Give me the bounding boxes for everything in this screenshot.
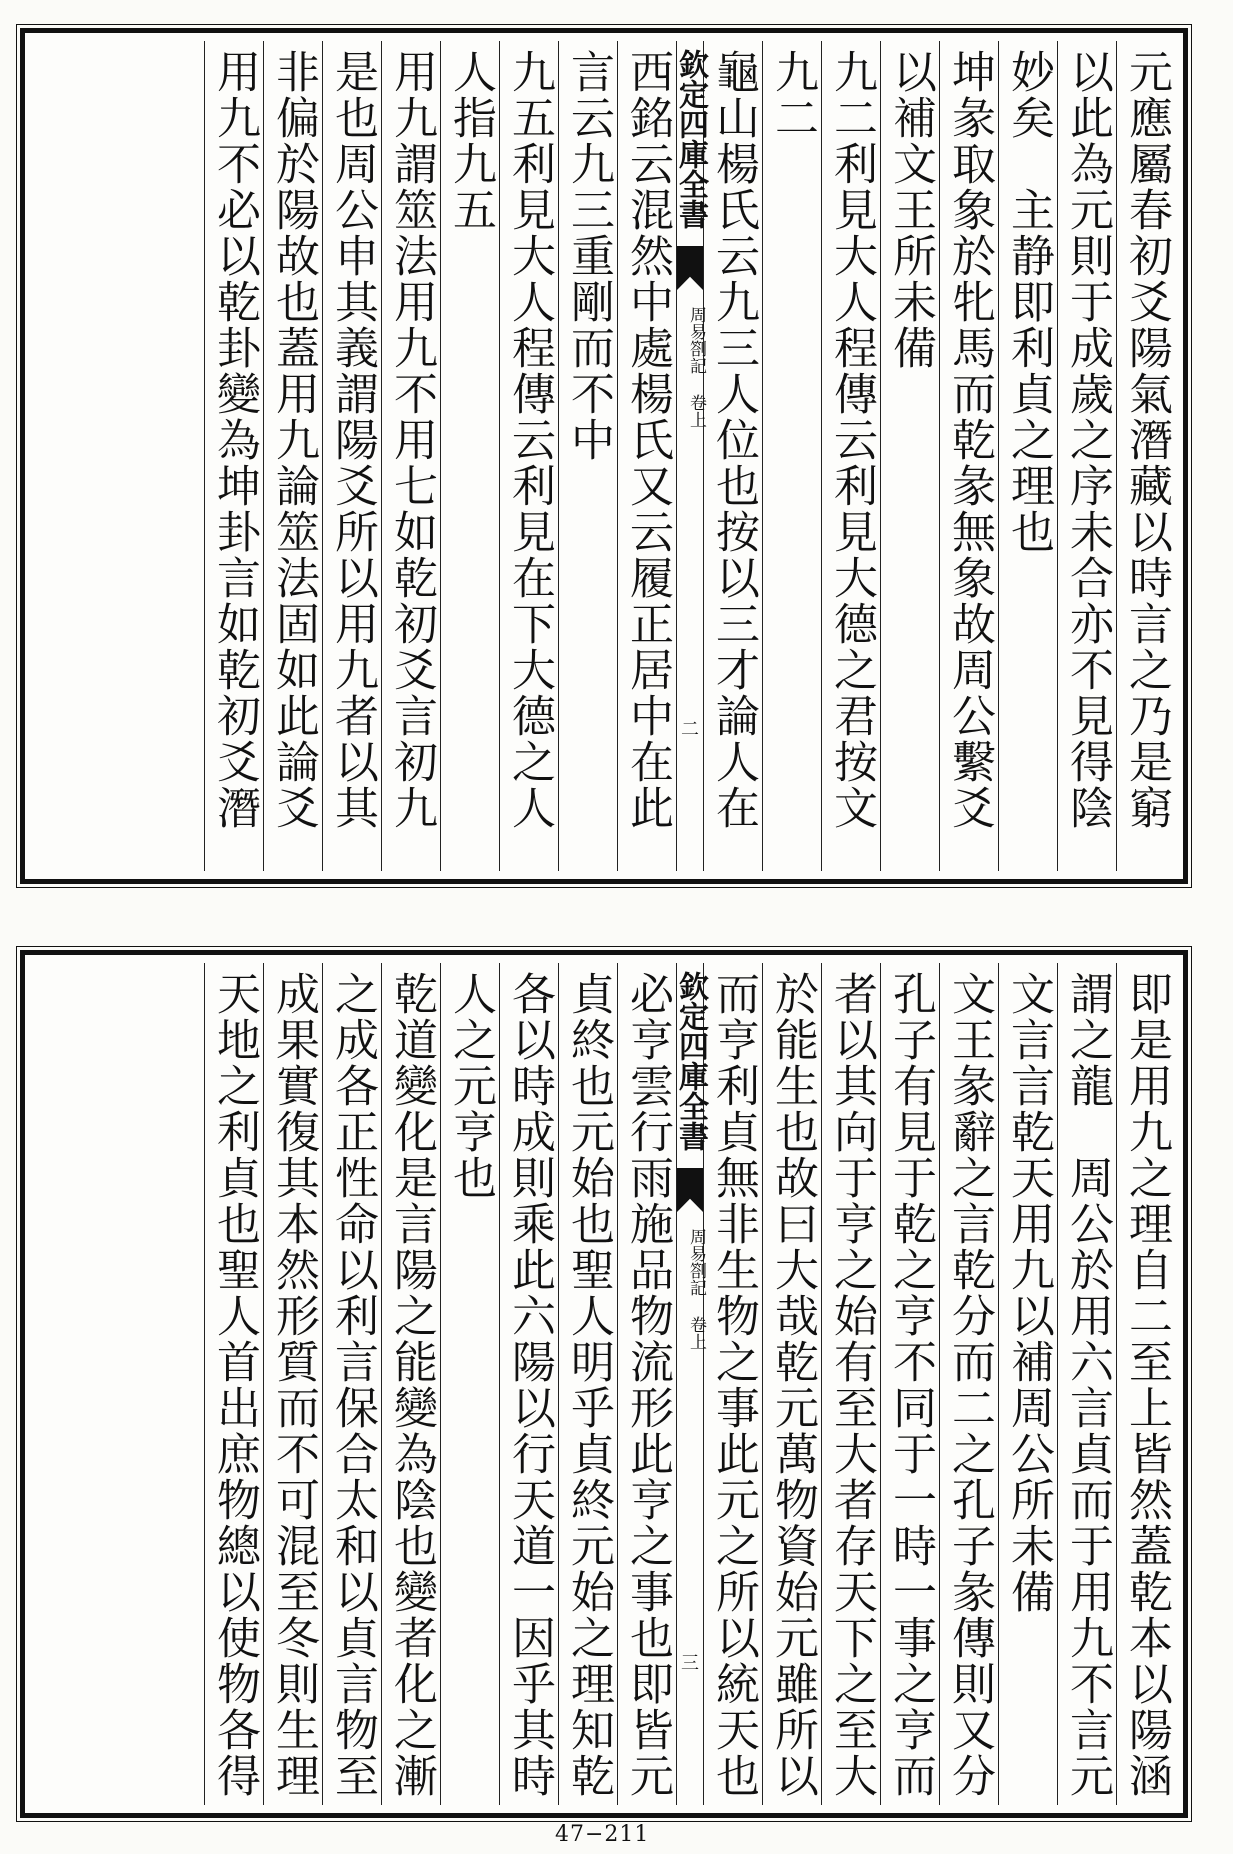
text-column: 乾道變化是言陽之能變為陰也變者化之漸 (381, 963, 440, 1805)
text-column: 九二 (762, 41, 821, 871)
book-name: 周易劄記 (686, 306, 706, 374)
text-column: 必亨雲行雨施品物流形此亨之事也即皆元 (617, 963, 676, 1805)
text-column: 貞終也元始也聖人明乎貞終元始之理知乾 (558, 963, 617, 1805)
text-column: 九二利見大人程傳云利見大德之君按文 (821, 41, 880, 871)
book-title (677, 306, 706, 428)
volume-label: 卷上 (686, 394, 706, 428)
text-column: 用九謂筮法用九不用七如乾初爻言初九 (381, 41, 440, 871)
text-column: 是也周公申其義謂陽爻所以用九者以其 (322, 41, 381, 871)
book-title (677, 1228, 706, 1350)
text-column: 非偏於陽故也蓋用九論筮法固如此論爻 (263, 41, 322, 871)
text-column: 用九不必以乾卦變為坤卦言如乾初爻潛 (204, 41, 263, 871)
page-bottom-columns (33, 963, 1175, 1805)
text-column: 文王彖辭之言乾分而二之孔子彖傳則又分 (939, 963, 998, 1805)
text-column: 以補文王所未備 (880, 41, 939, 871)
leaf-number: 二 (681, 719, 699, 740)
text-column: 於能生也故曰大哉乾元萬物資始元雖所以 (762, 963, 821, 1805)
text-column: 天地之利貞也聖人首出庶物總以使物各得 (204, 963, 263, 1805)
text-column: 龜山楊氏云九三人位也按以三才論人在 (703, 41, 762, 871)
text-column: 即是用九之理自二至上皆然蓋乾本以陽涵 (1116, 963, 1175, 1805)
page-top (20, 28, 1188, 884)
text-column: 人之元亨也 (440, 963, 499, 1805)
text-column: 妙矣 主静即利貞之理也 (998, 41, 1057, 871)
page-bottom (20, 950, 1188, 1818)
text-column: 人指九五 (440, 41, 499, 871)
collection-title: 欽定四庫全書 (673, 971, 708, 1151)
text-column: 元應屬春初爻陽氣潛藏以時言之乃是窮 (1116, 41, 1175, 871)
collection-title: 欽定四庫全書 (673, 49, 708, 229)
fishtail-mark (677, 1168, 703, 1212)
volume-label: 卷上 (686, 1316, 706, 1350)
text-column: 文言言乾天用九以補周公所未備 (998, 963, 1057, 1805)
text-column: 西銘云混然中處楊氏又云履正居中在此 (617, 41, 676, 871)
text-column: 九五利見大人程傳云利見在下大德之人 (499, 41, 558, 871)
leaf-number: 三 (681, 1653, 699, 1674)
book-name: 周易劄記 (686, 1228, 706, 1296)
text-column: 成果實復其本然形質而不可混至冬則生理 (263, 963, 322, 1805)
text-column: 之成各正性命以利言保合太和以貞言物至 (322, 963, 381, 1805)
text-column: 各以時成則乘此六陽以行天道一因乎其時 (499, 963, 558, 1805)
text-column: 而亨利貞無非生物之事此元之所以統天也 (703, 963, 762, 1805)
text-column: 坤彖取象於牝馬而乾彖無象故周公繫爻 (939, 41, 998, 871)
text-column: 以此為元則于成歲之序未合亦不見得陰 (1057, 41, 1116, 871)
text-column: 者以其向于亨之始有至大者存天下之至大 (821, 963, 880, 1805)
fishtail-mark (677, 246, 703, 290)
footer-page-number: 47−211 (555, 1822, 650, 1847)
page-top-columns (33, 41, 1175, 871)
text-column: 言云九三重剛而不中 (558, 41, 617, 871)
center-fold-header (673, 41, 708, 871)
center-fold-header (673, 963, 708, 1805)
text-column: 謂之龍 周公於用六言貞而于用九不言元 (1057, 963, 1116, 1805)
text-column: 孔子有見于乾之亨不同于一時一事之亨而 (880, 963, 939, 1805)
